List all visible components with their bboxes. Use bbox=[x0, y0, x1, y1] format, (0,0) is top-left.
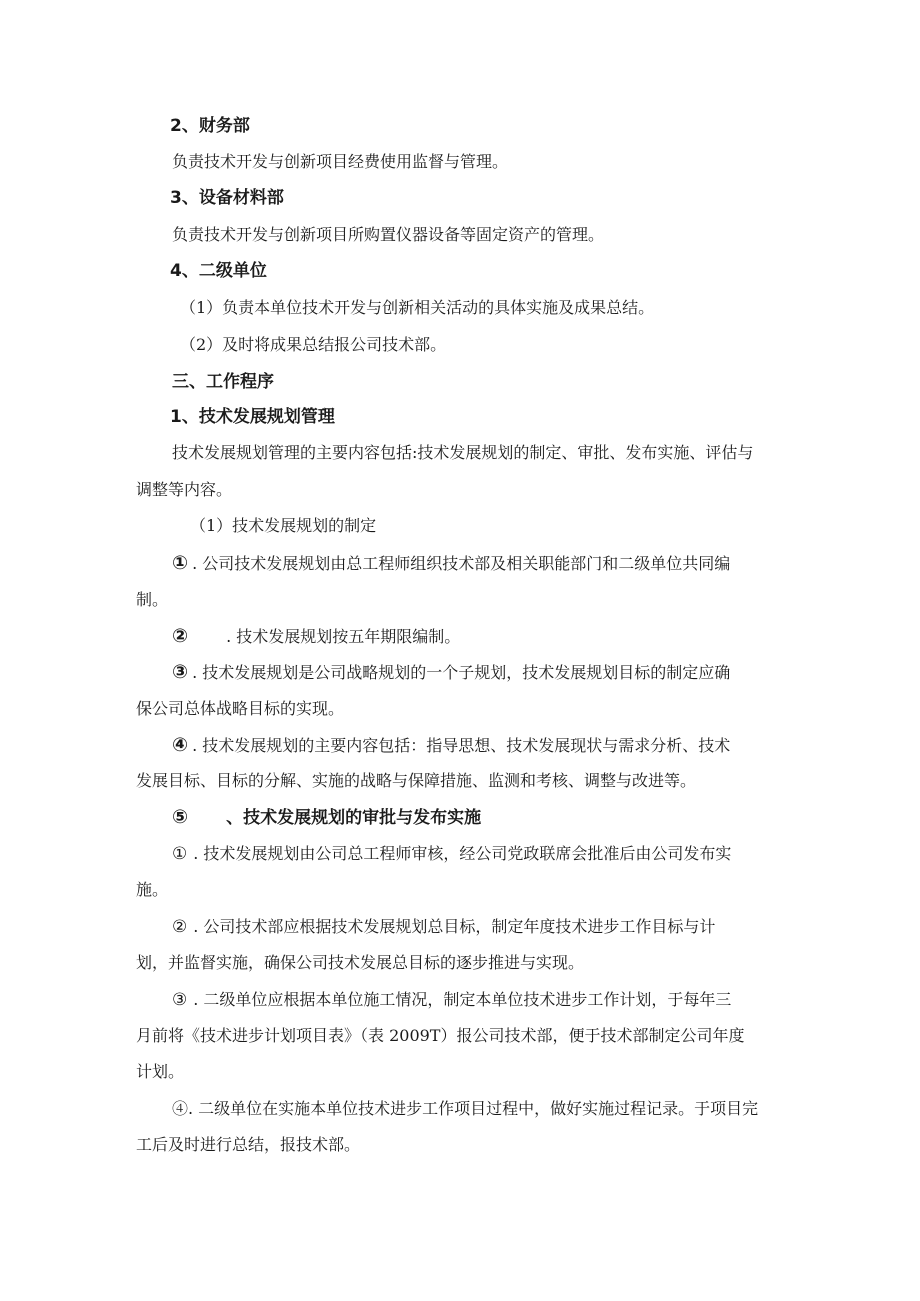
circled-number-5: ⑤ bbox=[172, 806, 189, 828]
circled-number-2: ② bbox=[172, 625, 189, 647]
section-heading-finance: 2、财务部 bbox=[170, 116, 250, 136]
point-5-heading bbox=[172, 807, 481, 828]
approval-1-line-1 bbox=[172, 844, 731, 864]
point-4-text: . 技术发展规划的主要内容包括：指导思想、技术发展现状与需求分析、技术 bbox=[192, 736, 731, 755]
approval-number-2: ② bbox=[172, 917, 188, 937]
point-3-line-2: 保公司总体战略目标的实现。 bbox=[136, 699, 345, 718]
point-1-line-2: 制。 bbox=[136, 590, 169, 609]
circled-number-4: ④ bbox=[172, 734, 189, 756]
approval-4-line-2: 工后及时进行总结，报技术部。 bbox=[136, 1135, 361, 1154]
list-item-secondary-1: （1）负责本单位技术开发与创新相关活动的具体实施及成果总结。 bbox=[180, 298, 655, 317]
point-1-line-1 bbox=[172, 553, 730, 574]
point-2-text: . 技术发展规划按五年期限编制。 bbox=[226, 627, 461, 646]
section-heading-secondary: 4、二级单位 bbox=[170, 261, 267, 281]
circled-number-1: ① bbox=[172, 552, 189, 574]
point-4-line-1 bbox=[172, 735, 730, 756]
point-1-text: . 公司技术发展规划由总工程师组织技术部及相关职能部门和二级单位共同编 bbox=[192, 554, 731, 573]
circled-number-3: ③ bbox=[172, 661, 189, 683]
approval-2-text: . 公司技术部应根据技术发展规划总目标，制定年度技术进步工作目标与计 bbox=[193, 917, 716, 936]
point-2-line-1 bbox=[172, 626, 460, 647]
approval-number-1: ① bbox=[172, 844, 188, 864]
approval-3-line-2: 月前将《技术进步计划项目表》（表 2009T）报公司技术部，便于技术部制定公司年度 bbox=[136, 1026, 745, 1045]
point-4-line-2: 发展目标、目标的分解、实施的战略与保障措施、监测和考核、调整与改进等。 bbox=[136, 771, 697, 790]
approval-2-line-2: 划，并监督实施，确保公司技术发展总目标的逐步推进与实现。 bbox=[136, 953, 585, 972]
approval-3-line-1 bbox=[172, 990, 731, 1010]
point-3-line-1 bbox=[172, 662, 730, 683]
approval-1-line-2: 施。 bbox=[136, 880, 169, 899]
approval-number-3: ③ bbox=[172, 990, 188, 1010]
approval-4-line-1: ④. 二级单位在实施本单位技术进步工作项目过程中，做好实施过程记录。于项目完 bbox=[172, 1099, 759, 1118]
list-item-secondary-2: （2）及时将成果总结报公司技术部。 bbox=[180, 335, 447, 354]
item-title-formulation: （1）技术发展规划的制定 bbox=[190, 516, 377, 535]
point-3-text: . 技术发展规划是公司战略规划的一个子规划，技术发展规划目标的制定应确 bbox=[192, 663, 731, 682]
approval-1-text: . 技术发展规划由公司总工程师审核，经公司党政联席会批准后由公司发布实 bbox=[193, 844, 732, 863]
approval-3-text: . 二级单位应根据本单位施工情况，制定本单位技术进步工作计划，于每年三 bbox=[193, 990, 732, 1009]
chapter-heading-procedure: 三、工作程序 bbox=[172, 372, 274, 392]
approval-3-line-3: 计划。 bbox=[136, 1062, 185, 1081]
subsection-heading-planning: 1、技术发展规划管理 bbox=[170, 407, 335, 427]
point-5-text: 、技术发展规划的审批与发布实施 bbox=[226, 808, 482, 828]
paragraph-finance: 负责技术开发与创新项目经费使用监督与管理。 bbox=[172, 152, 509, 171]
paragraph-intro-line-1: 技术发展规划管理的主要内容包括:技术发展规划的制定、审批、发布实施、评估与 bbox=[172, 443, 754, 462]
paragraph-equipment: 负责技术开发与创新项目所购置仪器设备等固定资产的管理。 bbox=[172, 225, 605, 244]
section-heading-equipment: 3、设备材料部 bbox=[170, 188, 284, 208]
approval-2-line-1 bbox=[172, 917, 715, 937]
paragraph-intro-line-2: 调整等内容。 bbox=[136, 480, 233, 499]
